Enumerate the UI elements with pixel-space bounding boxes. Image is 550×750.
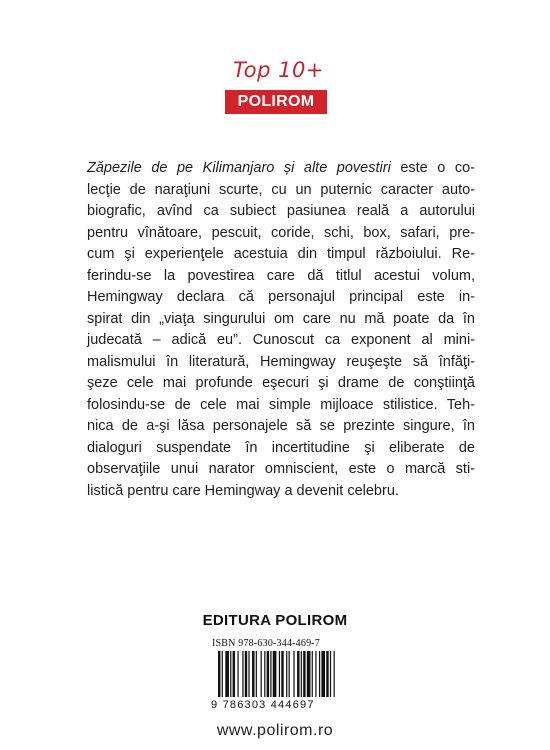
blurb-line: dialoguri suspendate în incertitudine şi eliberate de [87, 439, 475, 456]
book-title: Zăpezile de pe Kilimanjaro și alte povestiri [87, 160, 391, 176]
barcode-digits: 9 786303 444697 [211, 699, 315, 711]
blurb-line: spirat din „viaţa singurului om care nu mă poate da în [87, 310, 475, 327]
blurb-line: ferindu-se la povestirea care dă titlul acestui volum, [87, 267, 475, 284]
series-logo: Top 10+ [233, 58, 324, 82]
publisher-website: www.polirom.ro [216, 722, 334, 739]
publisher-badge: POLIROM [225, 90, 327, 114]
isbn-label: ISBN 978-630-344-469-7 [212, 638, 321, 649]
publisher-name: EDITURA POLIROM [202, 612, 348, 629]
blurb-line: biografic, avînd ca subiect pasiunea reală a autorului [87, 203, 475, 219]
blurb-line: Hemingway declara că personajul principal este in- [87, 289, 475, 305]
blurb-line: judecată – adică eu”. Cunoscut ca exponent al mini- [87, 332, 475, 348]
blurb-line: lecţie de naraţiuni scurte, cu un puternic caracter auto- [87, 181, 475, 198]
barcode-icon [218, 651, 336, 697]
blurb-line: nica de a-şi lăsa personajele să se prezinte singure, în [87, 418, 475, 434]
blurb-line: cum şi experienţele acestuia din timpul războiului. Re- [87, 246, 475, 262]
blurb-line: şeze cele mai profunde eşecuri şi drame de conştiinţă [87, 375, 475, 391]
blurb-line: folosindu-se de cele mai simple mijloace stilistice. Teh- [87, 396, 475, 413]
blurb-line: malismului în literatură, Hemingway reuşeşte să înfăţi- [87, 353, 475, 370]
back-cover-blurb [87, 158, 475, 502]
blurb-line: observaţiile unui narator omniscient, este o marcă sti- [87, 461, 475, 477]
blurb-line: listică pentru care Hemingway a devenit celebru. [87, 482, 399, 499]
blurb-line: pentru vînătoare, pescuit, coride, schi, box, safari, pre- [87, 224, 475, 241]
blurb-line: Zăpezile de pe Kilimanjaro și alte povestiri este o co- [87, 160, 475, 176]
